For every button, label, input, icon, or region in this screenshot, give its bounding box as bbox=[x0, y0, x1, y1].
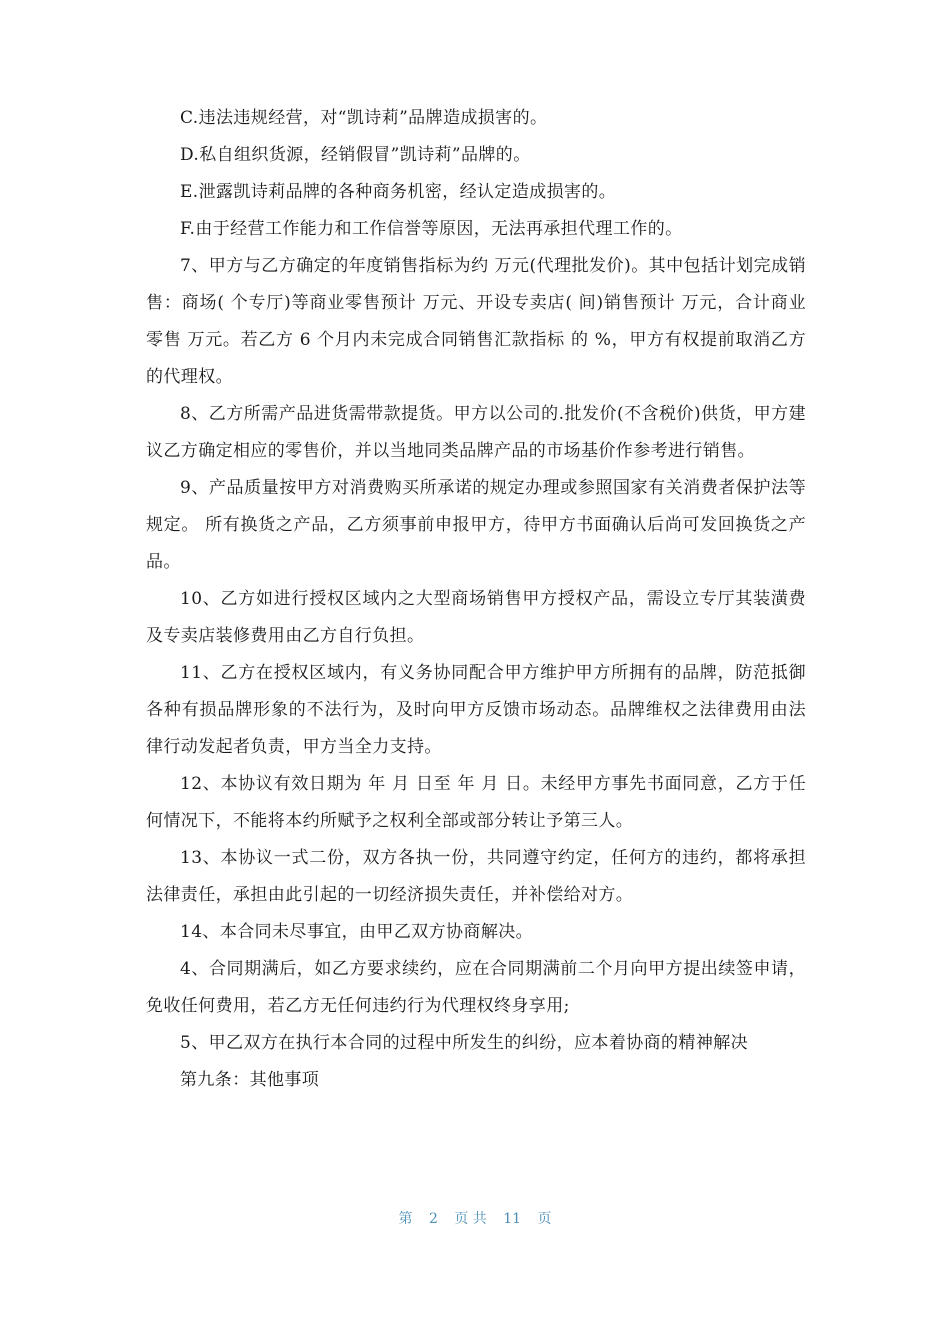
paragraph-d: D.私自组织货源，经销假冒”凯诗莉”品牌的。 bbox=[180, 145, 531, 165]
paragraph-4: 4、合同期满后，如乙方要求续约，应在合同期满前二个月向甲方提出续签申请，免收任何费用，若乙方无任何违约行为代理权终身享用; bbox=[146, 959, 806, 1016]
page-footer bbox=[0, 1208, 950, 1228]
page-label-prefix: 第 bbox=[398, 1211, 413, 1227]
paragraph-11: 11、乙方在授权区域内，有义务协同配合甲方维护甲方所拥有的品牌，防范抵御各种有损品牌形象的不法行为，及时向甲方反馈市场动态。品牌维权之法律费用由法律行动发起者负责，甲方当全力支持。 bbox=[146, 663, 806, 757]
paragraph-13: 13、本协议一式二份，双方各执一份，共同遵守约定，任何方的违约，都将承担法律责任，承担由此引起的一切经济损失责任，并补偿给对方。 bbox=[146, 848, 806, 905]
page-label-mid: 页 共 bbox=[454, 1211, 487, 1227]
paragraph-5: 5、甲乙双方在执行本合同的过程中所发生的纠纷，应本着协商的精神解决 bbox=[180, 1033, 749, 1053]
paragraph-7: 7、甲方与乙方确定的年度销售指标为约 万元(代理批发价)。其中包括计划完成销售：商场( 个专厅)等商业零售预计 万元、开设专卖店( 间)销售预计 万元，合计商业零售 万元。若乙方 6 个月内未完成合同销售汇款指标 的 %，甲方有权提前取消乙方的代理权。 bbox=[146, 256, 806, 387]
section-heading-article-9: 第九条：其他事项 bbox=[180, 1070, 320, 1090]
paragraph-12: 12、本协议有效日期为 年 月 日至 年 月 日。未经甲方事先书面同意，乙方于任何情况下，不能将本约所赋予之权利全部或部分转让予第三人。 bbox=[146, 774, 806, 831]
paragraph-8: 8、乙方所需产品进货需带款提货。甲方以公司的.批发价(不含税价)供货，甲方建议乙方确定相应的零售价，并以当地同类品牌产品的市场基价作参考进行销售。 bbox=[146, 404, 806, 461]
paragraph-14: 14、本合同未尽事宜，由甲乙双方协商解决。 bbox=[180, 922, 534, 942]
page-label-suffix: 页 bbox=[537, 1211, 552, 1227]
document-body bbox=[146, 100, 806, 1099]
paragraph-10: 10、乙方如进行授权区域内之大型商场销售甲方授权产品，需设立专厅其装潢费及专卖店装修费用由乙方自行负担。 bbox=[146, 589, 806, 646]
paragraph-f: F.由于经营工作能力和工作信誉等原因，无法再承担代理工作的。 bbox=[180, 219, 683, 239]
paragraph-e: E.泄露凯诗莉品牌的各种商务机密，经认定造成损害的。 bbox=[180, 182, 617, 202]
paragraph-9: 9、产品质量按甲方对消费购买所承诺的规定办理或参照国家有关消费者保护法等规定。 所有换货之产品，乙方须事前申报甲方，待甲方书面确认后尚可发回换货之产品。 bbox=[146, 478, 806, 572]
paragraph-c: C.违法违规经营，对“凯诗莉”品牌造成损害的。 bbox=[180, 108, 548, 128]
total-page-count: 11 bbox=[503, 1211, 522, 1227]
current-page-number: 2 bbox=[428, 1211, 438, 1227]
